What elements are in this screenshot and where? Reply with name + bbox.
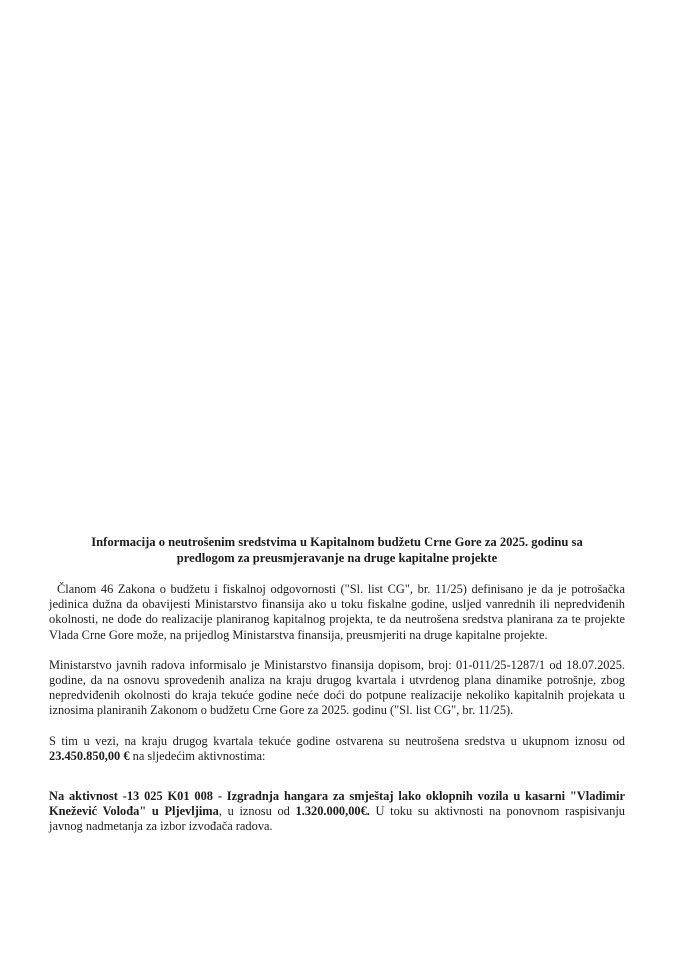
total-unspent-amount: 23.450.850,00 € [49,748,130,763]
activity-hangar-text-end: U toku su aktivnosti na ponovnom raspisivanju javnog nadmetanja za izbor izvođača radova. [49,804,625,834]
activity-hangar-text-mid: , u iznosu od [218,804,296,819]
paragraph-activity-hangar [49,789,625,835]
paragraph-law-reference: Članom 46 Zakona o budžetu i fiskalnoj odgovornosti ("Sl. list CG", br. 11/25) definisano je da je potrošačka jedinica dužna da obavijesti Ministarstvo finansija ako u toku fiskalne godine, usljed vanrednih ili nepredviđenih okolnosti, ne dođe do realizacije planiranog kapitalnog projekta, te da neutrošena sredstva planirana za te projekte Vlada Crne Gore može, na prijedlog Ministarstva finansija, preusmjeriti na druge kapitalne projekte. [49,582,625,642]
total-unspent-text-end: na sljedećim aktivnostima: [129,748,266,763]
activity-hangar-name: Na aktivnost -13 025 K01 008 - Izgradnja hangara za smještaj lako oklopnih vozila u kasarni "Vladimir Knežević Volođa" u Pljevljima [49,789,625,819]
paragraph-total-unspent [49,734,625,764]
document-title: Informacija o neutrošenim sredstvima u Kapitalnom budžetu Crne Gore za 2025. godinu sa predlogom za preusmjeravanje na druge kapitalne projekte [91,535,583,565]
document-content [49,534,625,850]
activity-hangar-amount: 1.320.000,00€. [295,804,370,819]
paragraph-ministry-letter: Ministarstvo javnih radova informisalo je Ministarstvo finansija dopisom, broj: 01-011/25-1287/1 od 18.07.2025. godine, da na osnovu sprovedenih analiza na kraju drugog kvartala i utvrdenog plana dinamike potrošnje, zbog nepredviđenih okolnosti do kraja tekuće godine neće doći do potpune realizacije nekoliko kapitalnih projekata u iznosima planiranih Zakonom o budžetu Crne Gore za 2025. godinu ("Sl. list CG", br. 11/25). [49,657,625,718]
total-unspent-text-start: S tim u vezi, na kraju drugog kvartala tekuće godine ostvarena su neutrošena sredstva u ukupnom iznosu od [49,733,625,748]
